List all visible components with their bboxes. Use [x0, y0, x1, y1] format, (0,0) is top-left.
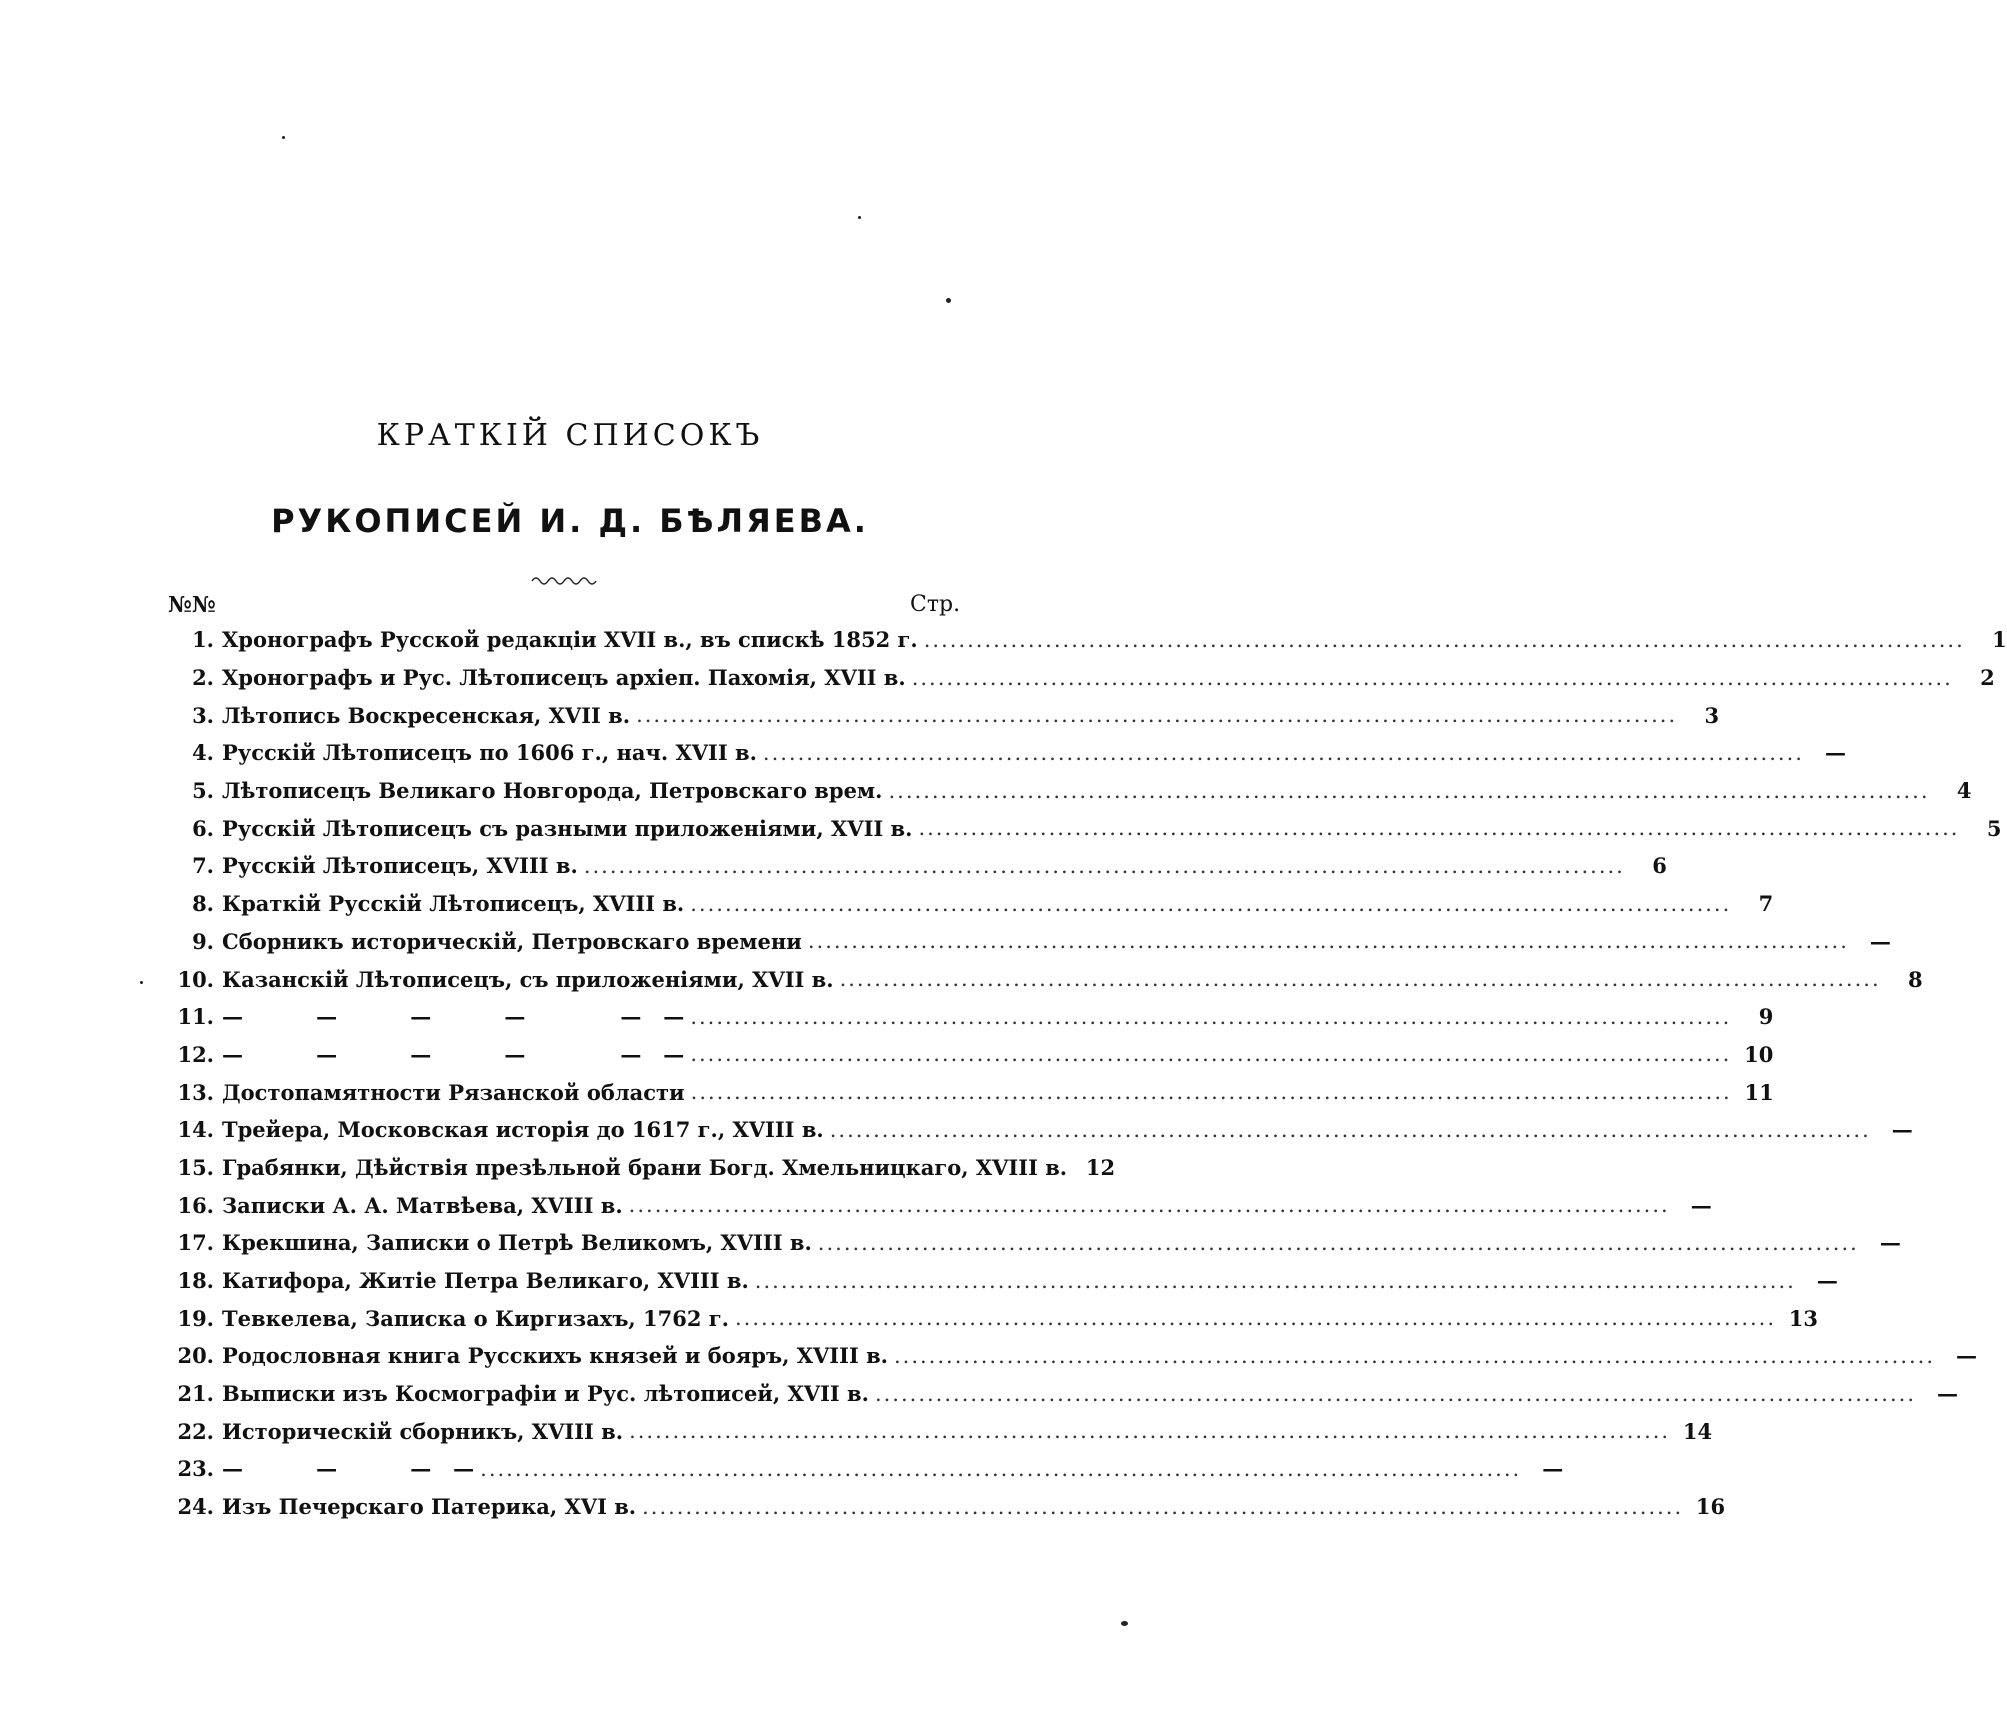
column-header-number: №№	[168, 592, 216, 618]
entry-number: 7.	[192, 853, 214, 879]
entry-number: 10.	[177, 966, 214, 992]
list-item	[172, 923, 1891, 961]
column-header-page: Стр.	[910, 592, 961, 617]
table-of-contents	[172, 621, 2007, 1526]
entry-title: Русскій Лѣтописецъ съ разными приложеніями, XVII в.	[222, 815, 913, 841]
entry-page: —	[1937, 1381, 1958, 1407]
entry-title: Грабянки, Дѣйствія презѣльной брани Богд. Хмельницкаго, XVIII в.	[222, 1154, 1068, 1180]
list-item	[172, 772, 1972, 810]
leader-dots: ........................................................................................................................	[636, 703, 1678, 728]
leader-dots: ........................................................................................................................	[807, 929, 1849, 954]
list-item	[172, 1224, 1901, 1262]
entry-page: 16	[1695, 1494, 1726, 1520]
entry-number: 1.	[192, 627, 214, 653]
entry-page: —	[1891, 1117, 1913, 1143]
list-item	[172, 1299, 1819, 1337]
entry-page: 5	[1986, 815, 2002, 841]
leader-dots: ........................................................................................................................	[690, 1042, 1732, 1067]
entry-page: 8	[1908, 966, 1923, 992]
entry-title: Записки А. А. Матвѣева, XVIII в.	[222, 1192, 623, 1218]
entry-number: 2.	[192, 665, 214, 691]
leader-dots: ........................................................................................................................	[829, 1117, 1871, 1142]
list-item	[172, 1262, 1838, 1300]
entry-page: 1	[1992, 627, 2007, 653]
list-item	[172, 734, 1846, 772]
entry-title: Выписки изъ Космографіи и Рус. лѣтописей, XVII в.	[222, 1381, 869, 1407]
entry-page: 7	[1758, 891, 1774, 917]
entry-title: Казанскій Лѣтописецъ, съ приложеніями, XVII в.	[222, 966, 834, 992]
print-speck	[858, 216, 861, 219]
leader-dots: ........................................................................................................................	[762, 740, 1804, 765]
list-item	[172, 1111, 1913, 1149]
leader-dots: ........................................................................................................................	[893, 1343, 1936, 1368]
entry-title: Русскій Лѣтописецъ, XVIII в.	[222, 853, 578, 879]
leader-dots: ........................................................................................................................	[911, 665, 1953, 690]
print-speck	[140, 981, 143, 984]
entry-title: Историческій сборникъ, XVIII в.	[222, 1418, 624, 1444]
entry-number: 4.	[192, 740, 214, 766]
list-item	[172, 1488, 1726, 1526]
entry-title: Краткій Русскій Лѣтописецъ, XVIII в.	[222, 891, 685, 917]
list-item	[172, 885, 1774, 923]
entry-page: —	[1690, 1192, 1712, 1218]
entry-number: 18.	[177, 1268, 214, 1294]
entry-number: 19.	[177, 1305, 214, 1331]
leader-dots: ........................................................................................................................	[583, 853, 1625, 878]
print-speck	[946, 298, 951, 303]
entry-page: 6	[1652, 853, 1667, 879]
leader-dots: ........................................................................................................................	[874, 1381, 1916, 1406]
entry-page: 14	[1682, 1418, 1713, 1444]
entry-page: 10	[1744, 1041, 1774, 1067]
list-item	[172, 696, 1720, 734]
entry-number: 24.	[177, 1494, 214, 1520]
leader-dots: ........................................................................................................................	[923, 627, 1965, 652]
leader-dots: ........................................................................................................................	[480, 1456, 1522, 1481]
entry-title: Тевкелева, Записка о Киргизахъ, 1762 г.	[222, 1305, 729, 1331]
leader-dots: ........................................................................................................................	[690, 1004, 1732, 1029]
entry-number: 8.	[192, 891, 214, 917]
entry-page: —	[1956, 1343, 1978, 1369]
list-item	[172, 998, 1774, 1036]
leader-dots: ........................................................................................................................	[690, 1080, 1732, 1105]
entry-number: 6.	[192, 815, 214, 841]
entry-page: —	[1816, 1268, 1838, 1294]
leader-dots: ........................................................................................................................	[734, 1306, 1777, 1331]
entry-number: 15.	[177, 1154, 214, 1180]
leader-dots: ........................................................................................................................	[629, 1419, 1671, 1444]
leader-dots: ........................................................................................................................	[642, 1494, 1684, 1519]
print-speck	[282, 136, 285, 139]
list-item	[172, 659, 1995, 697]
leader-dots: ........................................................................................................................	[690, 891, 1732, 916]
entry-title: Изъ Печерскаго Патерика, XVI в.	[222, 1494, 637, 1520]
entry-title: — — — — — —	[222, 1041, 685, 1067]
list-item	[172, 1073, 1774, 1111]
entry-page: 4	[1956, 778, 1972, 804]
entry-number: 9.	[192, 928, 214, 954]
entry-page: 12	[1085, 1154, 1116, 1180]
entry-number: 13.	[177, 1079, 214, 1105]
entry-page: —	[1824, 740, 1846, 766]
entry-number: 23.	[177, 1456, 214, 1482]
entry-title: Достопамятности Рязанской области	[222, 1079, 685, 1105]
entry-number: 14.	[177, 1117, 214, 1143]
entry-title: Родословная книга Русскихъ князей и бояръ, XVIII в.	[222, 1343, 888, 1369]
entry-number: 12.	[177, 1041, 214, 1067]
entry-title: Катифора, Житіе Петра Великаго, XVIII в.	[222, 1268, 749, 1294]
list-item	[172, 809, 2002, 847]
list-item	[172, 621, 2007, 659]
entry-number: 5.	[192, 778, 214, 804]
ornament-divider	[530, 572, 600, 586]
list-item	[172, 1375, 1958, 1413]
leader-dots: ........................................................................................................................	[754, 1268, 1796, 1293]
leader-dots: ........................................................................................................................	[817, 1230, 1859, 1255]
entry-title: Хронографъ и Рус. Лѣтописецъ архіеп. Пахомія, XVII в.	[222, 665, 906, 691]
entry-page: —	[1869, 928, 1891, 954]
entry-title: Трейера, Московская исторія до 1617 г., XVIII в.	[222, 1117, 824, 1143]
list-item	[172, 1149, 1116, 1187]
leader-dots: ........................................................................................................................	[839, 967, 1881, 992]
entry-page: 2	[1980, 665, 1995, 691]
entry-page: 3	[1704, 702, 1720, 728]
entry-title: — — — — — —	[222, 1004, 685, 1030]
leader-dots: ........................................................................................................................	[628, 1193, 1670, 1218]
entry-number: 3.	[192, 702, 214, 728]
page-title: КРАТКІЙ СПИСОКЪ	[376, 418, 764, 453]
list-item	[172, 960, 1923, 998]
entry-title: Крекшина, Записки о Петрѣ Великомъ, XVIII в.	[222, 1230, 812, 1256]
entry-title: Хронографъ Русской редакціи XVII в., въ спискѣ 1852 г.	[222, 627, 918, 653]
entry-number: 22.	[177, 1418, 214, 1444]
entry-title: — — — —	[222, 1456, 475, 1482]
entry-page: 13	[1788, 1305, 1819, 1331]
print-speck	[1121, 1621, 1128, 1626]
entry-number: 21.	[177, 1381, 214, 1407]
entry-number: 17.	[177, 1230, 214, 1256]
list-item	[172, 1450, 1564, 1488]
leader-dots: ........................................................................................................................	[888, 778, 1930, 803]
entry-page: —	[1879, 1230, 1901, 1256]
entry-number: 11.	[177, 1004, 214, 1030]
list-item	[172, 1337, 1978, 1375]
entry-page: —	[1542, 1456, 1564, 1482]
entry-page: 9	[1758, 1004, 1774, 1030]
list-item	[172, 1036, 1774, 1074]
entry-title: Лѣтописецъ Великаго Новгорода, Петровскаго врем.	[222, 778, 883, 804]
entry-title: Русскій Лѣтописецъ по 1606 г., нач. XVII в.	[222, 740, 757, 766]
page-subtitle: РУКОПИСЕЙ И. Д. БѢЛЯЕВА.	[271, 502, 869, 540]
list-item	[172, 1186, 1712, 1224]
entry-page: 11	[1744, 1079, 1774, 1105]
entry-number: 16.	[177, 1192, 214, 1218]
entry-title: Сборникъ историческій, Петровскаго времени	[222, 928, 802, 954]
leader-dots: ........................................................................................................................	[918, 816, 1960, 841]
entry-title: Лѣтопись Воскресенская, XVII в.	[222, 702, 631, 728]
entry-number: 20.	[177, 1343, 214, 1369]
list-item	[172, 1412, 1713, 1450]
list-item	[172, 847, 1667, 885]
